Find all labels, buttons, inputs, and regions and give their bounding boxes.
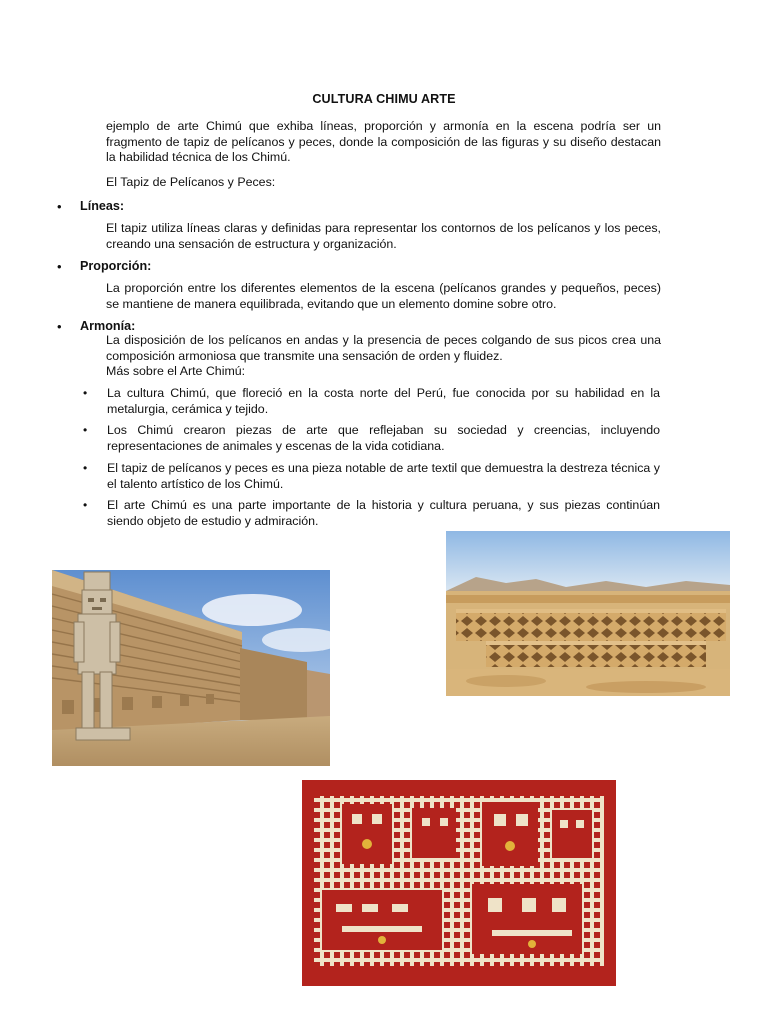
fact-text: La cultura Chimú, que floreció en la costa norte del Perú, fue conocida por su habilidad en la metalurgia, cerámica y tejido. — [107, 386, 660, 416]
chimu-textile-photo — [302, 780, 616, 986]
chimu-textile-image — [302, 780, 616, 986]
bullet-icon: • — [57, 319, 62, 334]
list-item — [80, 423, 660, 454]
adobe-ruins-photo — [446, 531, 730, 696]
intro-paragraph: ejemplo de arte Chimú que exhiba líneas, proporción y armonía en la escena podría ser un fragmento de tapiz de pelícanos y peces, donde la composición de las figuras y su diseño destacan la habilidad técnica de los Chimú. — [106, 119, 661, 165]
section-text-proporcion: La proporción entre los diferentes elementos de la escena (pelícanos grandes y pequeños, peces) se mantiene de manera equilibrada, evitando que un elemento domine sobre otro. — [106, 281, 661, 311]
list-item — [80, 386, 660, 417]
facts-list — [80, 386, 660, 536]
list-item — [80, 498, 660, 529]
more-about-label: Más sobre el Arte Chimú: — [106, 364, 246, 378]
adobe-ruins-image — [446, 531, 730, 696]
section-heading-lineas: Líneas: — [80, 199, 125, 213]
bullet-icon: • — [83, 498, 88, 513]
fact-text: El tapiz de pelícanos y peces es una pieza notable de arte textil que demuestra la destreza técnica y el talento artístico de los Chimú. — [107, 460, 660, 491]
tapestry-subtitle: El Tapiz de Pelícanos y Peces: — [106, 175, 276, 189]
section-text-lineas: El tapiz utiliza líneas claras y definidas para representar los contornos de los pelícanos y los peces, creando una sensación de estructura y organización. — [106, 221, 661, 251]
bullet-icon: • — [83, 423, 88, 438]
section-text-armonia: La disposición de los pelícanos en andas y la presencia de peces colgando de sus picos crea una composición armoniosa que transmite una sensación de orden y fluidez. — [106, 333, 661, 363]
wall-statue-image — [52, 570, 330, 766]
bullet-icon: • — [83, 460, 88, 475]
fact-text: El arte Chimú es una parte importante de la historia y cultura peruana, y sus piezas continúan siendo objeto de estudio y admiración. — [107, 498, 660, 529]
bullet-icon: • — [83, 386, 88, 400]
section-heading-proporcion: Proporción: — [80, 259, 152, 273]
list-item — [80, 461, 660, 492]
bullet-icon: • — [57, 259, 62, 274]
document-title: CULTURA CHIMU ARTE — [312, 92, 456, 106]
wall-statue-photo — [52, 570, 330, 766]
section-heading-armonia: Armonía: — [80, 319, 136, 333]
fact-text: Los Chimú crearon piezas de arte que reflejaban su sociedad y creencias, incluyendo representaciones de animales y escenas de la vida cotidiana. — [107, 423, 660, 454]
bullet-icon: • — [57, 199, 62, 214]
